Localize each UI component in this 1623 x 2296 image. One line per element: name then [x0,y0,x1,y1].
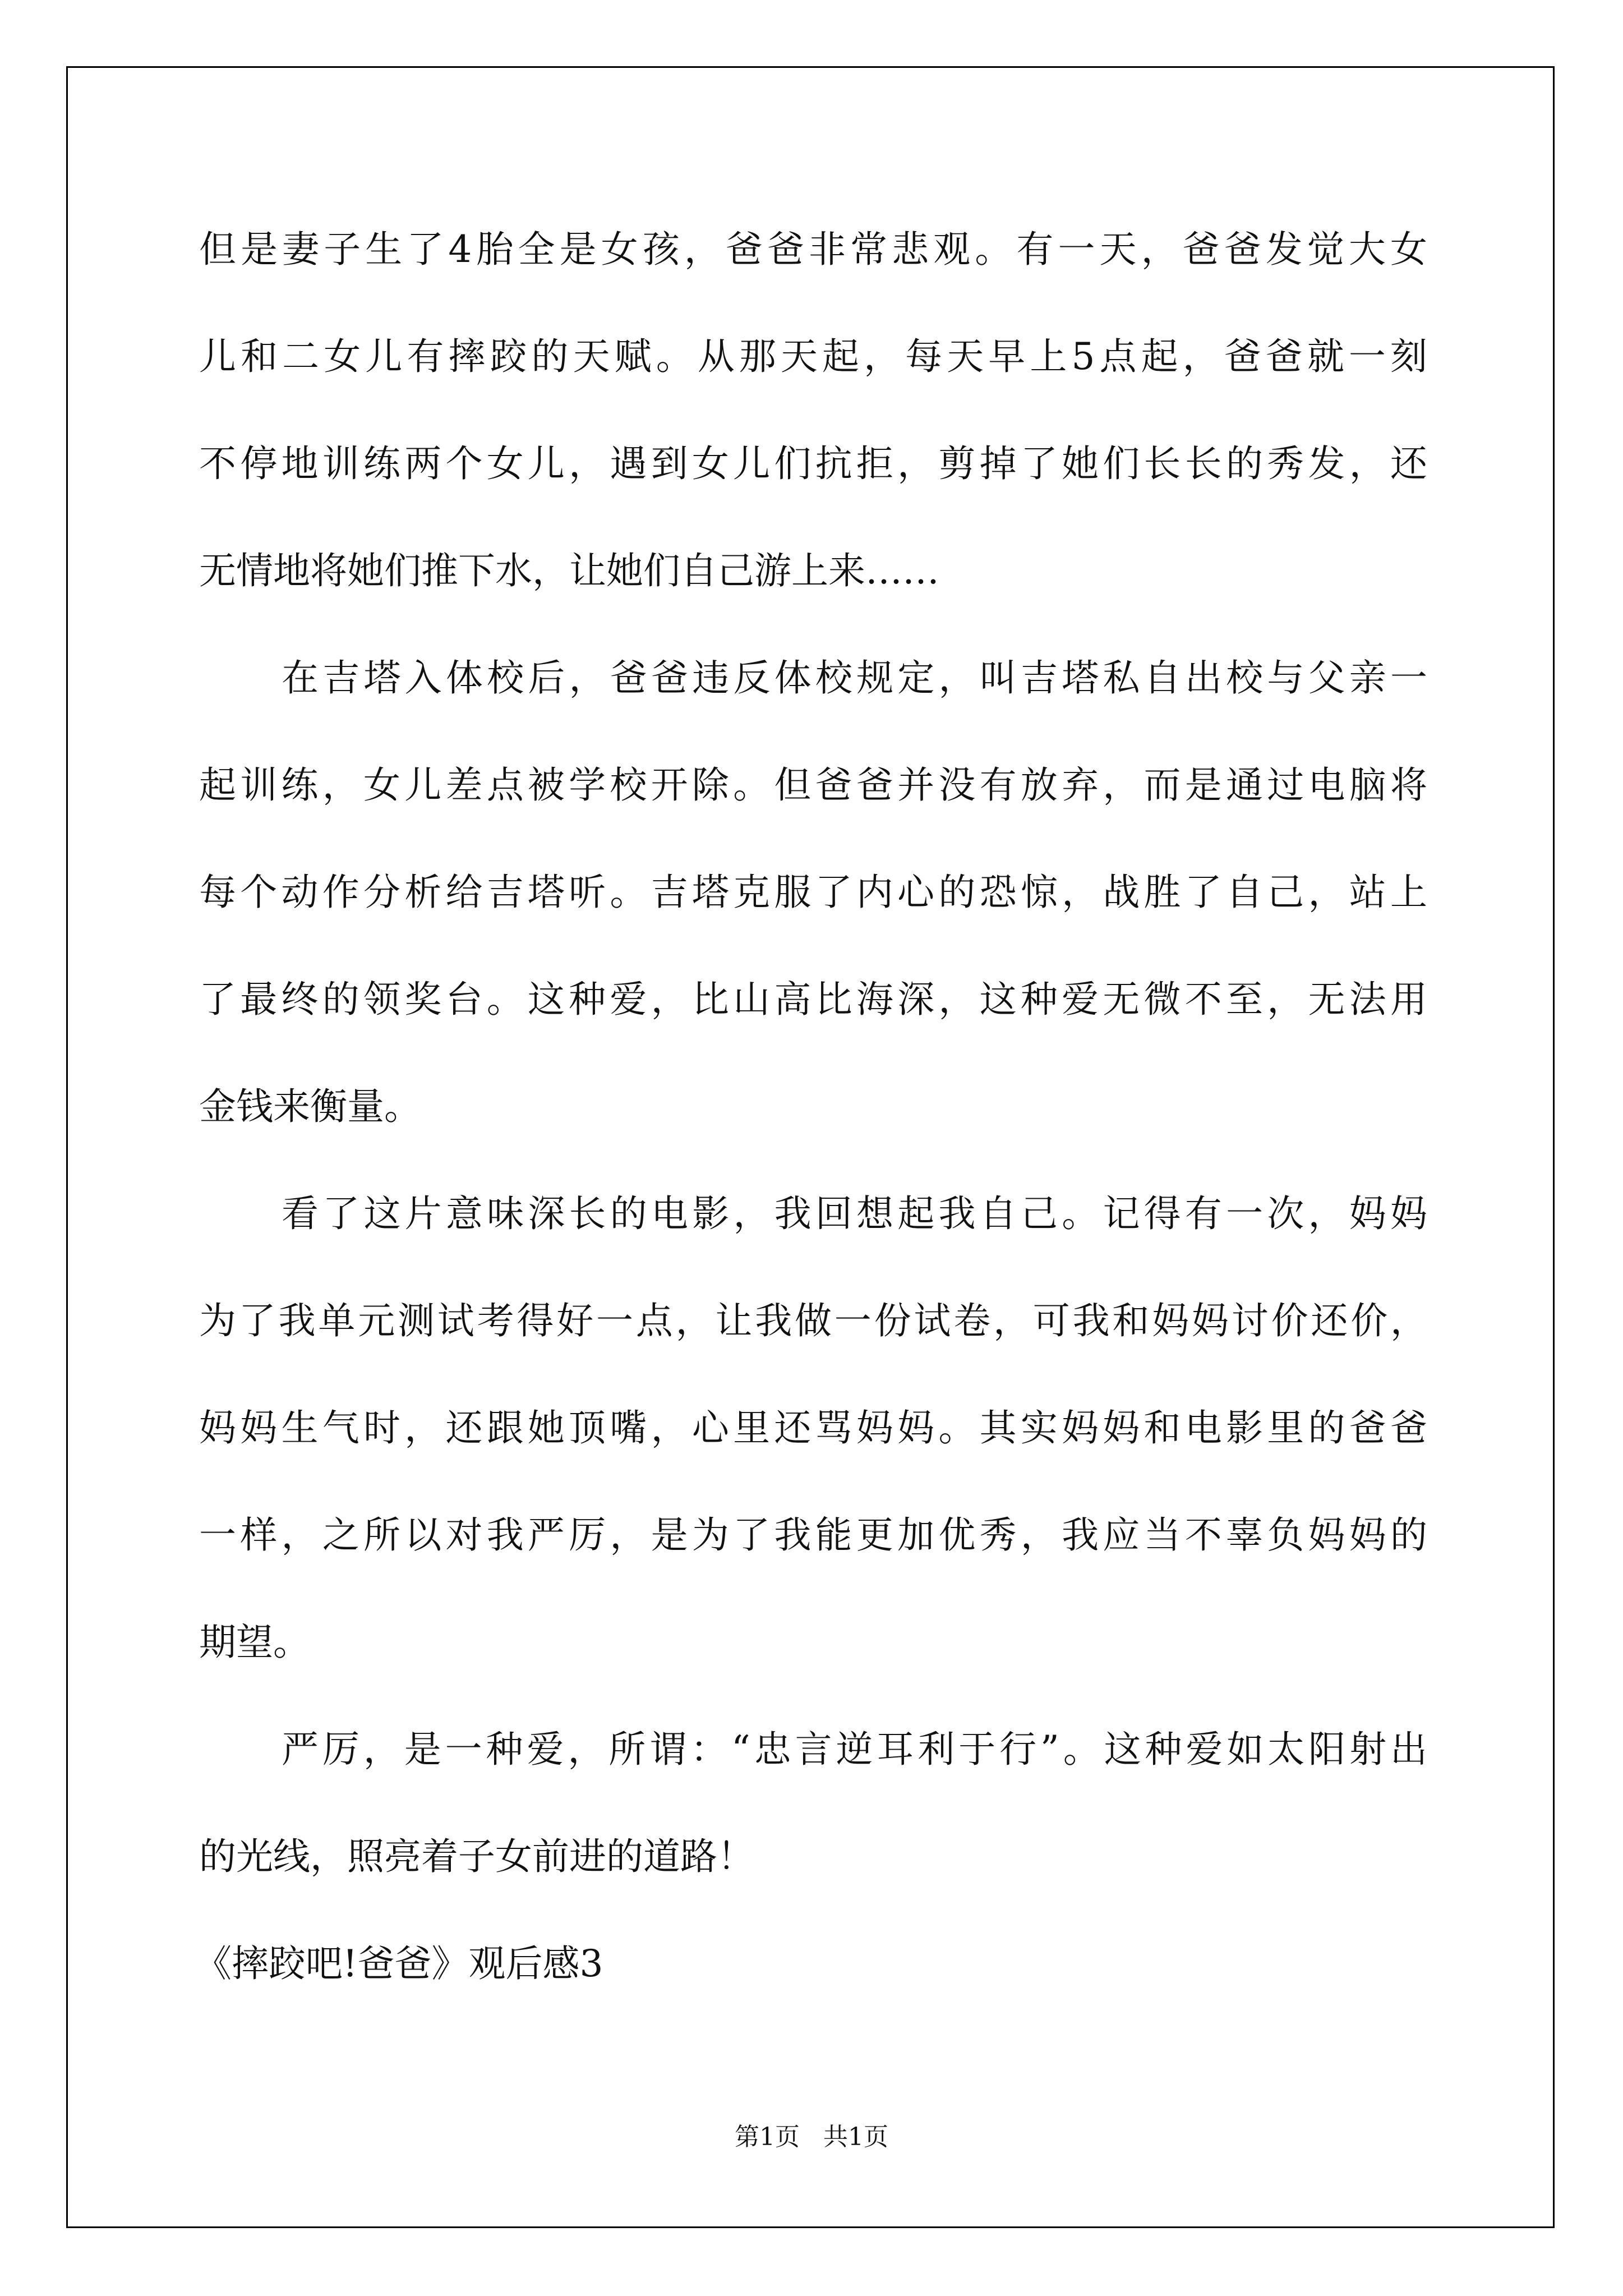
paragraph-line: 期望。 [199,1621,310,1664]
paragraph-line: 起训练，女儿差点被学校开除。但爸爸并没有放弃，而是通过电脑将 [199,763,1427,807]
paragraph-line: 儿和二女儿有摔跤的天赋。从那天起，每天早上5点起，爸爸就一刻 [199,335,1427,378]
paragraph-line: 在吉塔入体校后，爸爸违反体校规定，叫吉塔私自出校与父亲一 [282,656,1427,700]
paragraph-line: 的光线，照亮着子女前进的道路！ [199,1835,754,1878]
paragraph-line: 一样，之所以对我严厉，是为了我能更加优秀，我应当不辜负妈妈的 [199,1513,1427,1557]
paragraph-line: 严厉，是一种爱，所谓：“忠言逆耳利于行”。这种爱如太阳射出 [282,1728,1427,1771]
paragraph-line: 不停地训练两个女儿，遇到女儿们抗拒，剪掉了她们长长的秀发，还 [199,442,1427,485]
paragraph-line: 每个动作分析给吉塔听。吉塔克服了内心的恐惊，战胜了自己，站上 [199,871,1427,914]
paragraph-line: 但是妻子生了4胎全是女孩，爸爸非常悲观。有一天，爸爸发觉大女 [199,228,1427,271]
paragraph-line: 金钱来衡量。 [199,1085,421,1128]
paragraph-line: 无情地将她们推下水，让她们自己游上来…… [199,549,939,592]
page-border [66,66,1555,2228]
section-heading: 《摔跤吧!爸爸》观后感3 [195,1942,603,1985]
paragraph-line: 妈妈生气时，还跟她顶嘴，心里还骂妈妈。其实妈妈和电影里的爸爸 [199,1406,1427,1450]
page-footer: 第1页 共1页 [735,2123,888,2151]
paragraph-line: 看了这片意味深长的电影，我回想起我自己。记得有一次，妈妈 [282,1192,1427,1235]
paragraph-line: 了最终的领奖台。这种爱，比山高比海深，这种爱无微不至，无法用 [199,978,1427,1021]
paragraph-line: 为了我单元测试考得好一点，让我做一份试卷，可我和妈妈讨价还价， [199,1299,1427,1342]
